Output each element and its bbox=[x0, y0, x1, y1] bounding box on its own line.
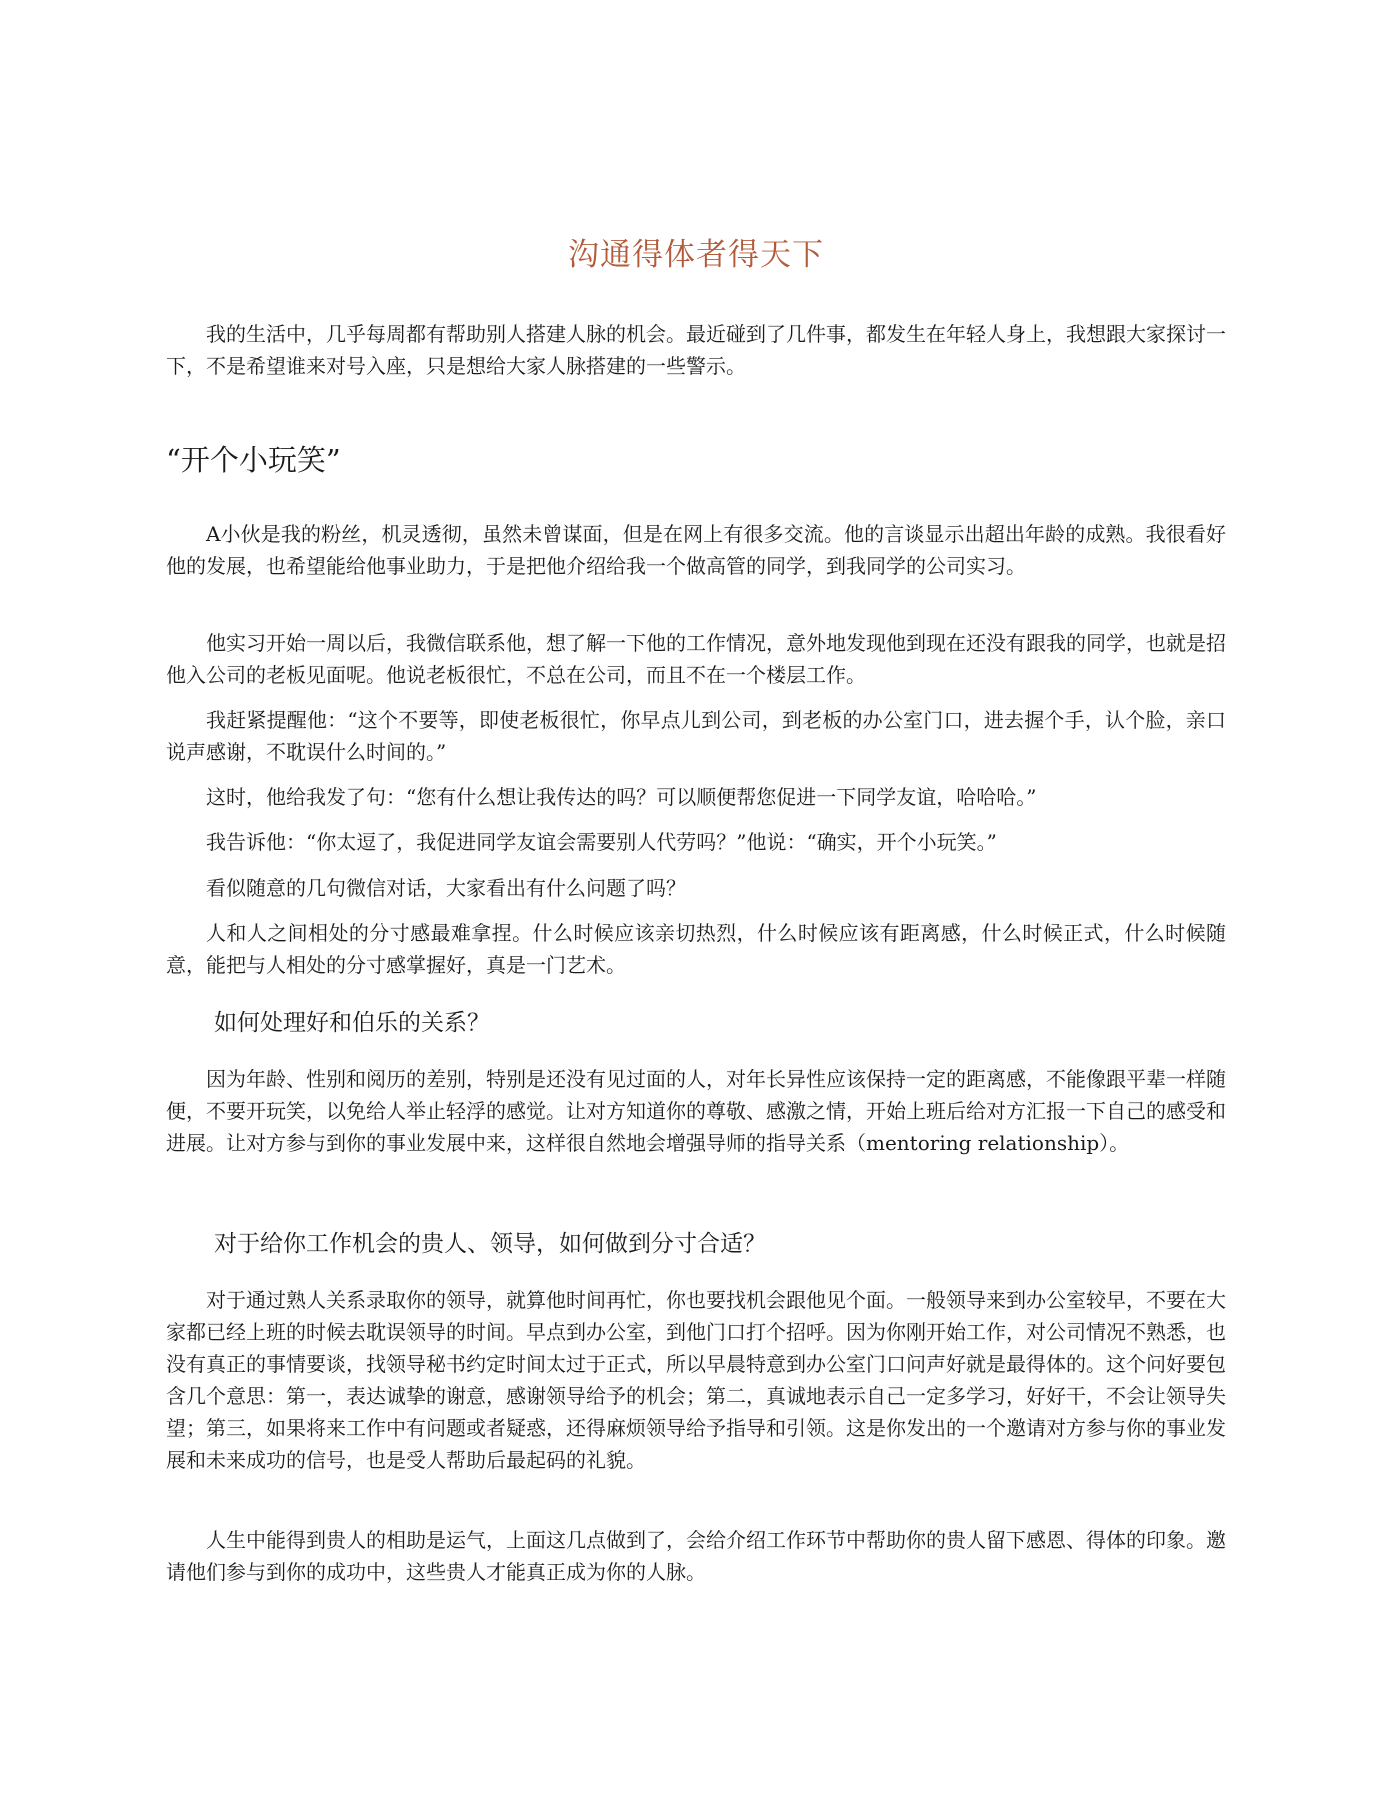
section-1-p5-block bbox=[166, 826, 1226, 858]
section-1-paragraph-3: 我赶紧提醒他：“这个不要等，即使老板很忙，你早点儿到公司，到老板的办公室门口，进去握个手，认个脸，亲口说声感谢，不耽误什么时间的。” bbox=[166, 708, 1226, 764]
section-3-paragraph-1: 对于通过熟人关系录取你的领导，就算他时间再忙，你也要找机会跟他见个面。一般领导来到办公室较早，不要在大家都已经上班的时候去耽误领导的时间。早点到办公室，到他门口打个招呼。因为你刚开始工作，对公司情况不熟悉，也没有真正的事情要谈，找领导秘书约定时间太过于正式，所以早晨特意到办公室门口问声好就是最得体的。这个问好要包含几个意思：第一，表达诚挚的谢意，感谢领导给予的机会；第二，真诚地表示自己一定多学习，好好干，不会让领导失望；第三，如果将来工作中有问题或者疑惑，还得麻烦领导给予指导和引领。这是你发出的一个邀请对方参与你的事业发展和未来成功的信号，也是受人帮助后最起码的礼貌。 bbox=[166, 1288, 1226, 1472]
section-2-p1-block bbox=[166, 1063, 1226, 1159]
section-1-paragraph-1: A小伙是我的粉丝，机灵透彻，虽然未曾谋面，但是在网上有很多交流。他的言谈显示出超出年龄的成熟。我很看好他的发展，也希望能给他事业助力，于是把他介绍给我一个做高管的同学，到我同学的公司实习。 bbox=[166, 522, 1226, 578]
document-title: 沟通得体者得天下 bbox=[568, 237, 824, 273]
section-2-paragraph-1: 因为年龄、性别和阅历的差别，特别是还没有见过面的人，对年长异性应该保持一定的距离感，不能像跟平辈一样随便，不要开玩笑，以免给人举止轻浮的感觉。让对方知道你的尊敬、感激之情，开始上班后给对方汇报一下自己的感受和进展。让对方参与到你的事业发展中来，这样很自然地会增强导师的指导关系（mentoring relationship）。 bbox=[166, 1067, 1226, 1155]
section-1-p6-block bbox=[166, 872, 1226, 904]
section-3-p2-block bbox=[166, 1524, 1226, 1588]
section-1-heading: “开个小玩笑” bbox=[166, 443, 341, 477]
section-1-p7-block bbox=[166, 917, 1226, 981]
section-1-paragraph-6: 看似随意的几句微信对话，大家看出有什么问题了吗？ bbox=[206, 876, 686, 900]
section-3-heading: 对于给你工作机会的贵人、领导，如何做到分寸合适？ bbox=[214, 1231, 766, 1257]
section-1-p1-block bbox=[166, 518, 1226, 582]
section-3-paragraph-2: 人生中能得到贵人的相助是运气，上面这几点做到了，会给介绍工作环节中帮助你的贵人留下感恩、得体的印象。邀请他们参与到你的成功中，这些贵人才能真正成为你的人脉。 bbox=[166, 1528, 1226, 1584]
section-1-paragraph-2: 他实习开始一周以后，我微信联系他，想了解一下他的工作情况，意外地发现他到现在还没有跟我的同学，也就是招他入公司的老板见面呢。他说老板很忙，不总在公司，而且不在一个楼层工作。 bbox=[166, 631, 1226, 687]
section-1-p2-block bbox=[166, 627, 1226, 691]
section-2-heading-block bbox=[166, 1006, 1226, 1040]
section-1-paragraph-5: 我告诉他：“你太逗了，我促进同学友谊会需要别人代劳吗？”他说：“确实，开个小玩笑。” bbox=[206, 830, 997, 854]
section-1-paragraph-4: 这时，他给我发了句：“您有什么想让我传达的吗？可以顺便帮您促进一下同学友谊，哈哈哈。” bbox=[206, 785, 1037, 809]
intro-paragraph: 我的生活中，几乎每周都有帮助别人搭建人脉的机会。最近碰到了几件事，都发生在年轻人身上，我想跟大家探讨一下，不是希望谁来对号入座，只是想给大家人脉搭建的一些警示。 bbox=[166, 322, 1226, 378]
section-1-heading-block bbox=[166, 440, 1226, 480]
intro-block bbox=[166, 318, 1226, 382]
section-1-paragraph-7: 人和人之间相处的分寸感最难拿捏。什么时候应该亲切热烈，什么时候应该有距离感，什么时候正式，什么时候随意，能把与人相处的分寸感掌握好，真是一门艺术。 bbox=[166, 921, 1226, 977]
section-1-p3-block bbox=[166, 704, 1226, 768]
section-3-p1-block bbox=[166, 1284, 1226, 1476]
section-2-heading: 如何处理好和伯乐的关系？ bbox=[214, 1010, 490, 1036]
document-page bbox=[166, 0, 1226, 1800]
section-1-p4-block bbox=[166, 781, 1226, 813]
section-3-heading-block bbox=[166, 1227, 1226, 1261]
